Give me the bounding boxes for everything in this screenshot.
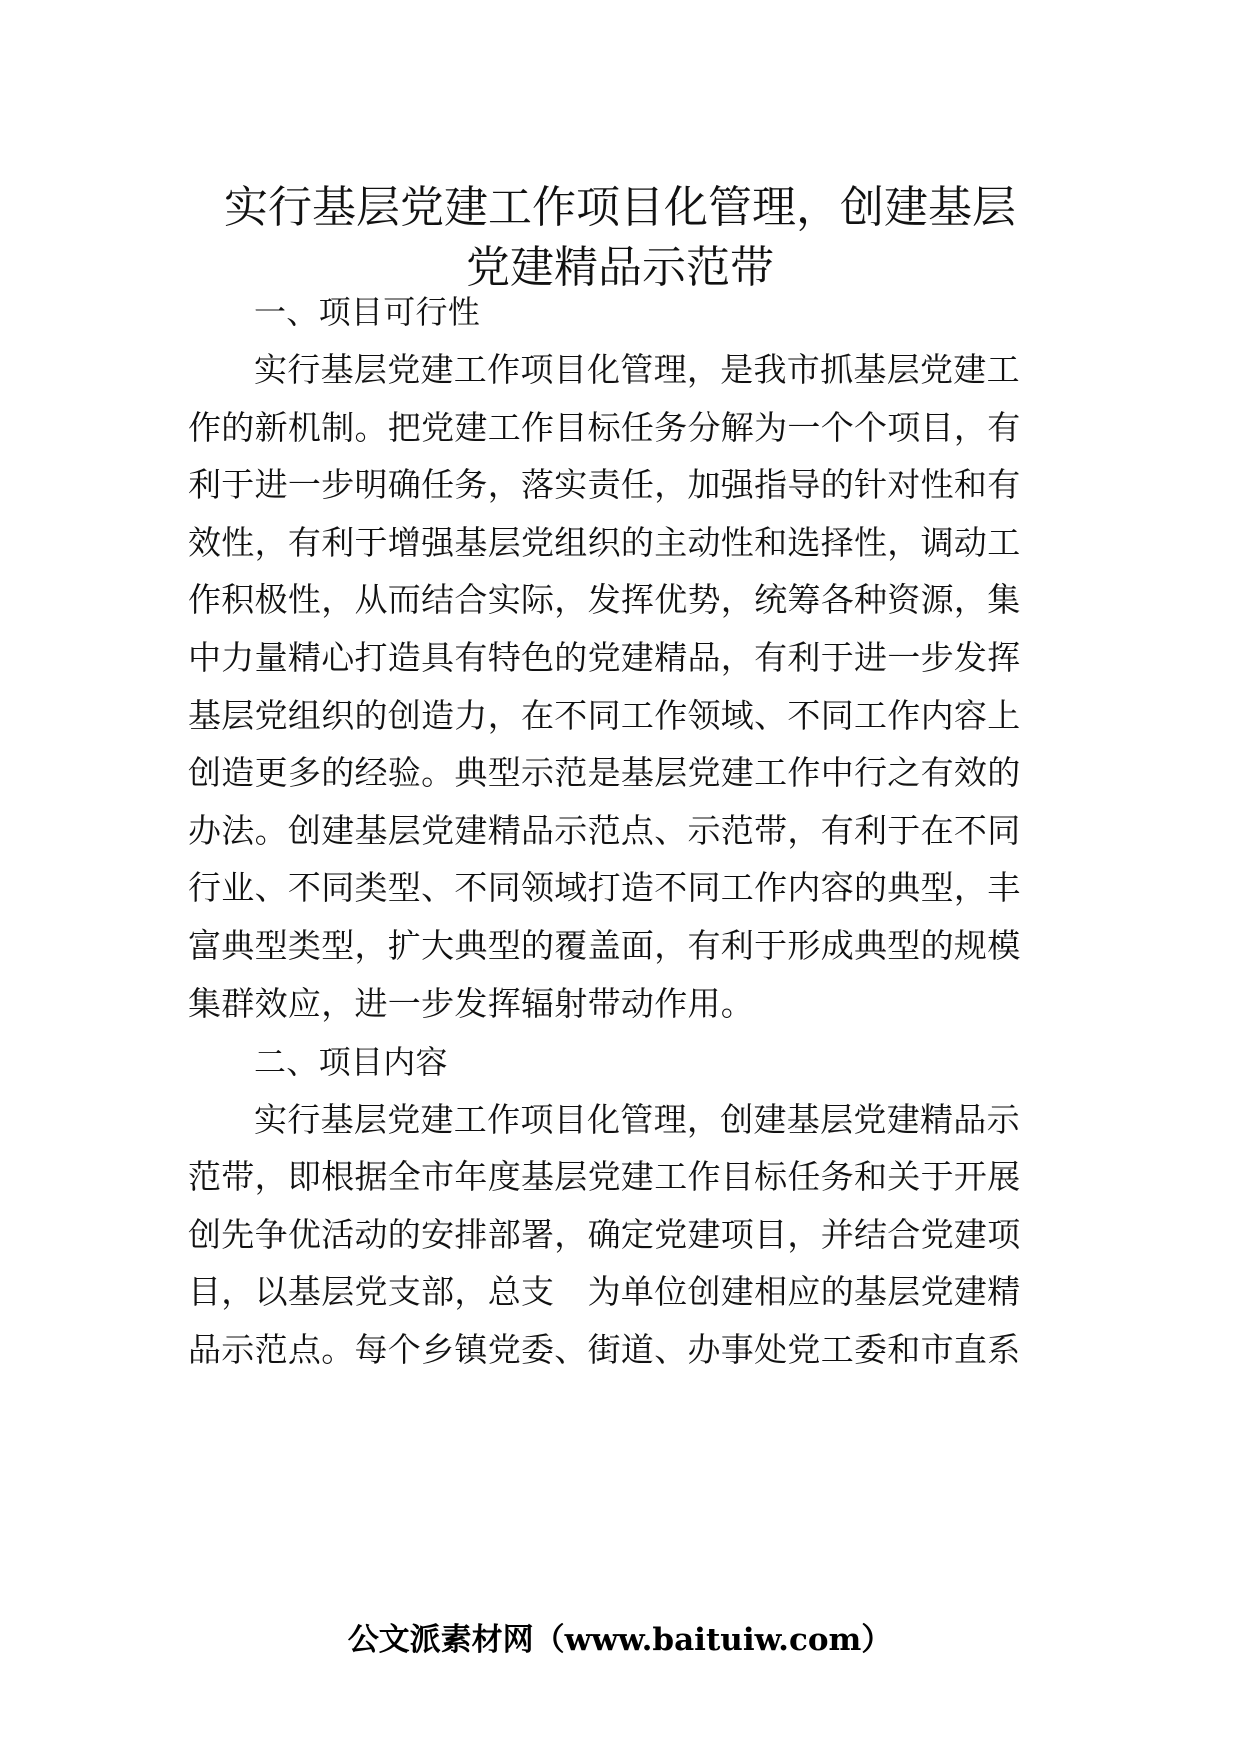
paragraph-line: 创先争优活动的安排部署，确定党建项目，并结合党建项 [188, 1215, 1021, 1254]
paragraph-line: 目，以基层党支部，总支 为单位创建相应的基层党建精 [188, 1272, 1021, 1311]
paragraph-line: 中力量精心打造具有特色的党建精品，有利于进一步发挥 [188, 638, 1021, 677]
paragraph-line: 实行基层党建工作项目化管理，创建基层党建精品示 [254, 1100, 1020, 1139]
section-heading-feasibility: 一、项目可行性 [254, 293, 481, 331]
section-heading-content: 二、项目内容 [254, 1043, 448, 1081]
paragraph-line: 作的新机制。把党建工作目标任务分解为一个个项目，有 [188, 408, 1021, 447]
paragraph-line: 创造更多的经验。典型示范是基层党建工作中行之有效的 [188, 753, 1021, 792]
paragraph-line: 效性，有利于增强基层党组织的主动性和选择性，调动工 [188, 523, 1021, 562]
document-title-line-1: 实行基层党建工作项目化管理，创建基层 [224, 182, 1016, 233]
source-footer: 公文派素材网（www.baituiw.com） [347, 1622, 893, 1658]
paragraph-line: 集群效应，进一步发挥辐射带动作用。 [188, 984, 755, 1023]
paragraph-line: 实行基层党建工作项目化管理，是我市抓基层党建工 [254, 350, 1020, 389]
paragraph-line: 行业、不同类型、不同领域打造不同工作内容的典型，丰 [188, 868, 1021, 907]
paragraph-line: 办法。创建基层党建精品示范点、示范带，有利于在不同 [188, 811, 1021, 850]
paragraph-line: 品示范点。每个乡镇党委、街道、办事处党工委和市直系 [188, 1330, 1021, 1369]
paragraph-line: 富典型类型，扩大典型的覆盖面，有利于形成典型的规模 [188, 926, 1021, 965]
paragraph-line: 基层党组织的创造力，在不同工作领域、不同工作内容上 [188, 696, 1021, 735]
paragraph-line: 范带，即根据全市年度基层党建工作目标任务和关于开展 [188, 1157, 1021, 1196]
paragraph-line: 作积极性，从而结合实际，发挥优势，统筹各种资源，集 [188, 580, 1021, 619]
paragraph-line: 利于进一步明确任务，落实责任，加强指导的针对性和有 [188, 465, 1021, 504]
document-title-line-2: 党建精品示范带 [466, 242, 774, 293]
